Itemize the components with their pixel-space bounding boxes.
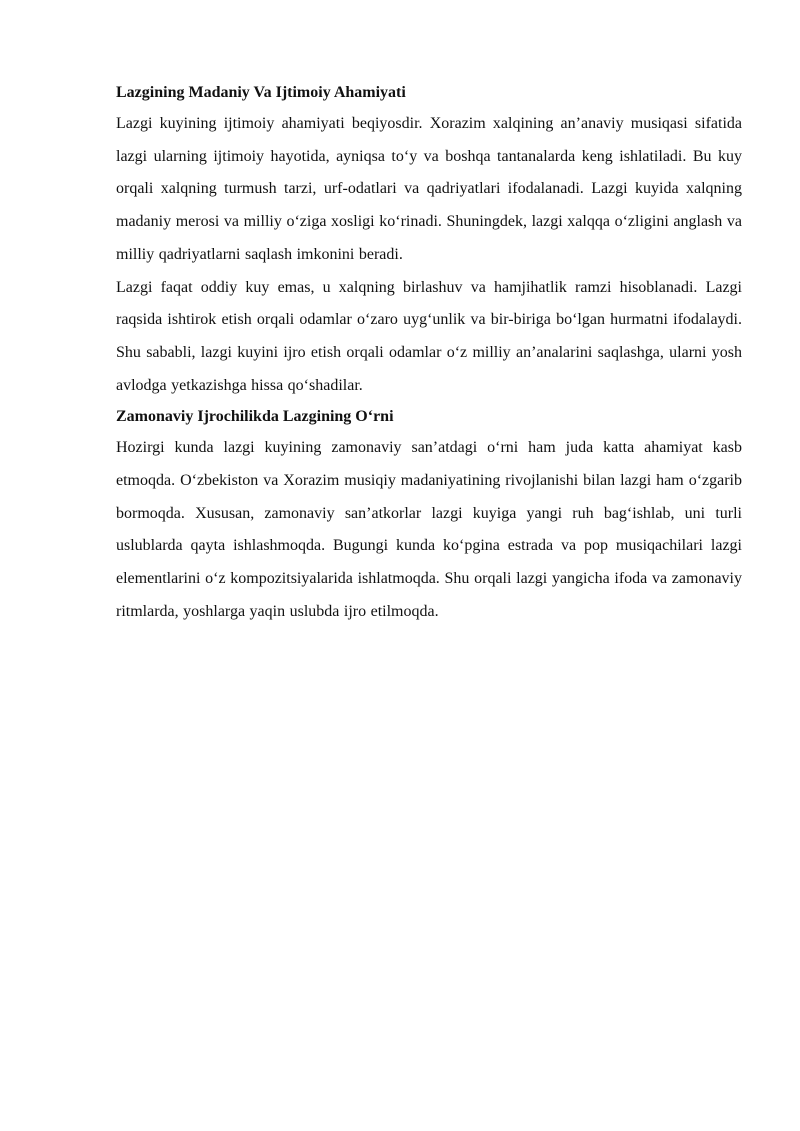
document-page [116, 78, 742, 629]
paragraph-modern-art-role: Hozirgi kunda lazgi kuyining zamonaviy san’atdagi o‘rni ham juda katta ahamiyat kasb etmoqda. O‘zbekiston va Xorazim musiqiy madaniyatining rivojlanishi bilan lazgi ham o‘zgarib bormoqda. Xususan, zamonaviy san’atkorlar lazgi kuyiga yangi ruh bag‘ishlab, uni turli uslublarda qayta ishlashmoqda. Bugungi kunda ko‘pgina estrada va pop musiqachilari lazgi elementlarini o‘z kompozitsiyalarida ishlatmoqda. Shu orqali lazgi yangicha ifoda va zamonaviy ritmlarda, yoshlarga yaqin uslubda ijro etilmoqda. [116, 439, 742, 620]
section-heading-cultural-significance: Lazgining Madaniy Va Ijtimoiy Ahamiyati [116, 84, 406, 101]
paragraph-social-importance: Lazgi kuyining ijtimoiy ahamiyati beqiyosdir. Xorazim xalqining an’anaviy musiqasi sifatida lazgi ularning ijtimoiy hayotida, ayniqsa to‘y va boshqa tantanalarda keng ishlatiladi. Bu kuy orqali xalqning turmush tarzi, urf-odatlari va qadriyatlari ifodalanadi. Lazgi kuyida xalqning madaniy merosi va milliy o‘ziga xosligi ko‘rinadi. Shuningdek, lazgi xalqqa o‘zligini anglash va milliy qadriyatlarni saqlash imkonini beradi. [116, 115, 742, 263]
section-heading-modern-performance: Zamonaviy Ijrochilikda Lazgining O‘rni [116, 408, 394, 426]
paragraph-unity-symbol: Lazgi faqat oddiy kuy emas, u xalqning birlashuv va hamjihatlik ramzi hisoblanadi. Lazgi raqsida ishtirok etish orqali odamlar o‘zaro uyg‘unlik va bir-biriga bo‘lgan hurmatni ifodalaydi. Shu sababli, lazgi kuyini ijro etish orqali odamlar o‘z milliy an’analarini saqlashga, ularni yosh avlodga yetkazishga hissa qo‘shadilar. [116, 278, 742, 394]
